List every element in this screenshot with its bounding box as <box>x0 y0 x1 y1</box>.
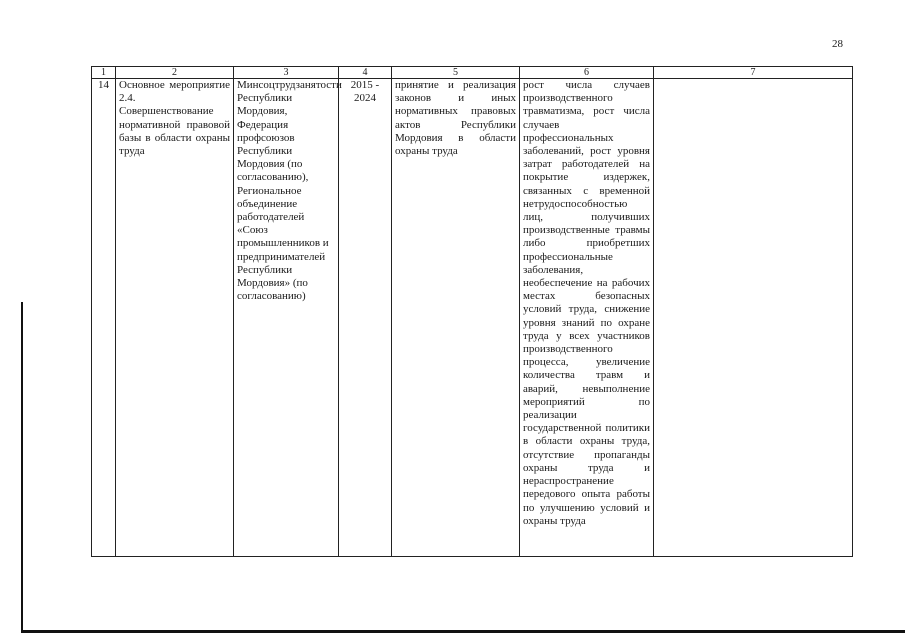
scan-bottom-edge-line <box>21 630 905 633</box>
scan-left-edge-line <box>21 302 23 632</box>
column-number-row <box>92 67 853 79</box>
event-name-cell: Основное мероприятие 2.4. Совершенствование нормативной правовой базы в области охраны труда <box>116 79 234 557</box>
expected-result-cell: принятие и реализация законов и иных нормативных правовых актов Республики Мордовия в области охраны труда <box>392 79 520 557</box>
column-number: 5 <box>392 67 520 79</box>
column-number: 6 <box>520 67 654 79</box>
table-row <box>92 79 853 557</box>
page-number: 28 <box>832 38 843 50</box>
program-table <box>91 66 853 557</box>
indicators-cell <box>654 79 853 557</box>
executors-cell: Минсоцтрудзанятости Республики Мордовия, Федерация профсоюзов Республики Мордовия (по согласованию), Региональное объединение работодателей «Союз промышленников и предпринимателей Республики Мордовия» (по согласованию) <box>234 79 339 557</box>
non-implementation-consequences-cell: рост числа случаев производственного травматизма, рост числа случаев профессиональных заболеваний, рост уровня затрат работодателей на покрытие издержек, связанных с временной нетрудоспособностью лиц, получивших производственные травмы либо приобретших профессиональные заболевания, необеспечение на рабочих местах безопасных условий труда, снижение уровня знаний по охране труда у всех участников производственного процесса, увеличение количества травм и аварий, невыполнение мероприятий по реализации государственной политики в области охраны труда, отсутствие пропаганды охраны труда и нераспространение передового опыта работы по улучшению условий и охраны труда <box>520 79 654 557</box>
column-number: 4 <box>339 67 392 79</box>
column-number: 2 <box>116 67 234 79</box>
column-number: 1 <box>92 67 116 79</box>
implementation-years-cell: 2015 - 2024 <box>339 79 392 557</box>
column-number: 7 <box>654 67 853 79</box>
row-number: 14 <box>92 79 116 557</box>
column-number: 3 <box>234 67 339 79</box>
